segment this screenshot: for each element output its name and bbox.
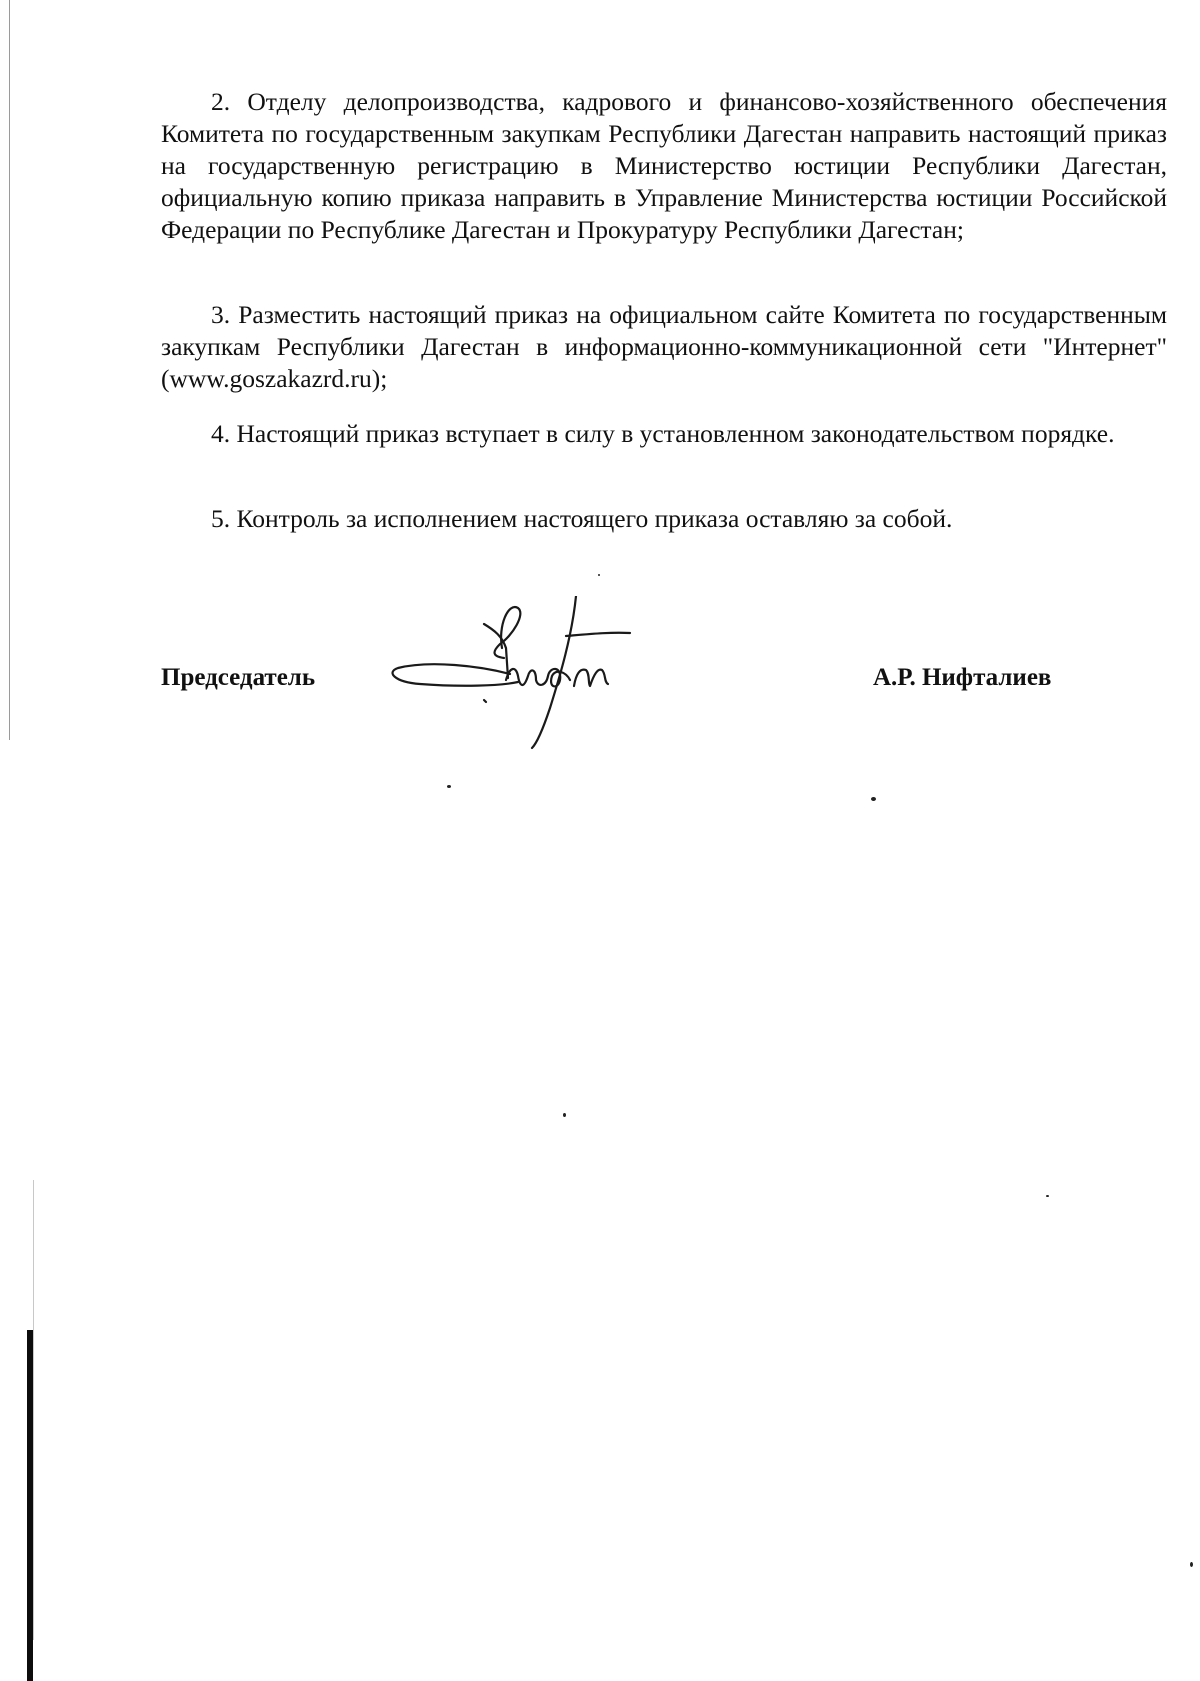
paragraph-text: Разместить настоящий приказ на официальном сайте Комитета по государственным закупкам Республики Дагестан в информационно-коммуникационной сети "Интернет" (www.goszakazrd.ru);	[161, 300, 1168, 393]
scan-speck	[563, 1113, 566, 1117]
scan-speck	[598, 574, 600, 576]
paragraph-number: 5.	[211, 504, 231, 533]
signatory-name: А.Р. Нифталиев	[873, 664, 1052, 691]
scan-edge-bar	[27, 1330, 33, 1681]
paragraph-text: Настоящий приказ вступает в силу в установленном законодательством порядке.	[236, 419, 1115, 448]
paragraph-text: Отделу делопроизводства, кадрового и финансово-хозяйственного обеспечения Комитета по государственным закупкам Республики Дагестан направить настоящий приказ на государственную регистрацию в Министерство юстиции Республики Дагестан, официальную копию приказа направить в Управление Министерства юстиции Российской Федерации по Республике Дагестан и Прокуратуру Республики Дагестан;	[161, 87, 1167, 244]
scan-edge-line	[33, 1180, 34, 1640]
scan-speck	[871, 797, 876, 801]
paragraph-number: 4.	[211, 419, 231, 448]
signature-block	[0, 596, 1200, 766]
paragraph-3	[161, 299, 1167, 395]
handwritten-signature	[390, 596, 650, 766]
paragraph-5	[161, 503, 1167, 535]
paragraph-number: 2.	[211, 87, 231, 116]
signatory-title: Председатель	[161, 664, 316, 691]
scan-speck	[447, 785, 451, 788]
paragraph-text: Контроль за исполнением настоящего приказа оставляю за собой.	[236, 504, 953, 533]
paragraph-2	[161, 86, 1167, 246]
scan-speck	[1190, 1562, 1193, 1567]
scan-speck	[1046, 1195, 1049, 1197]
paragraph-4	[161, 418, 1167, 450]
paragraph-number: 3.	[211, 300, 231, 329]
